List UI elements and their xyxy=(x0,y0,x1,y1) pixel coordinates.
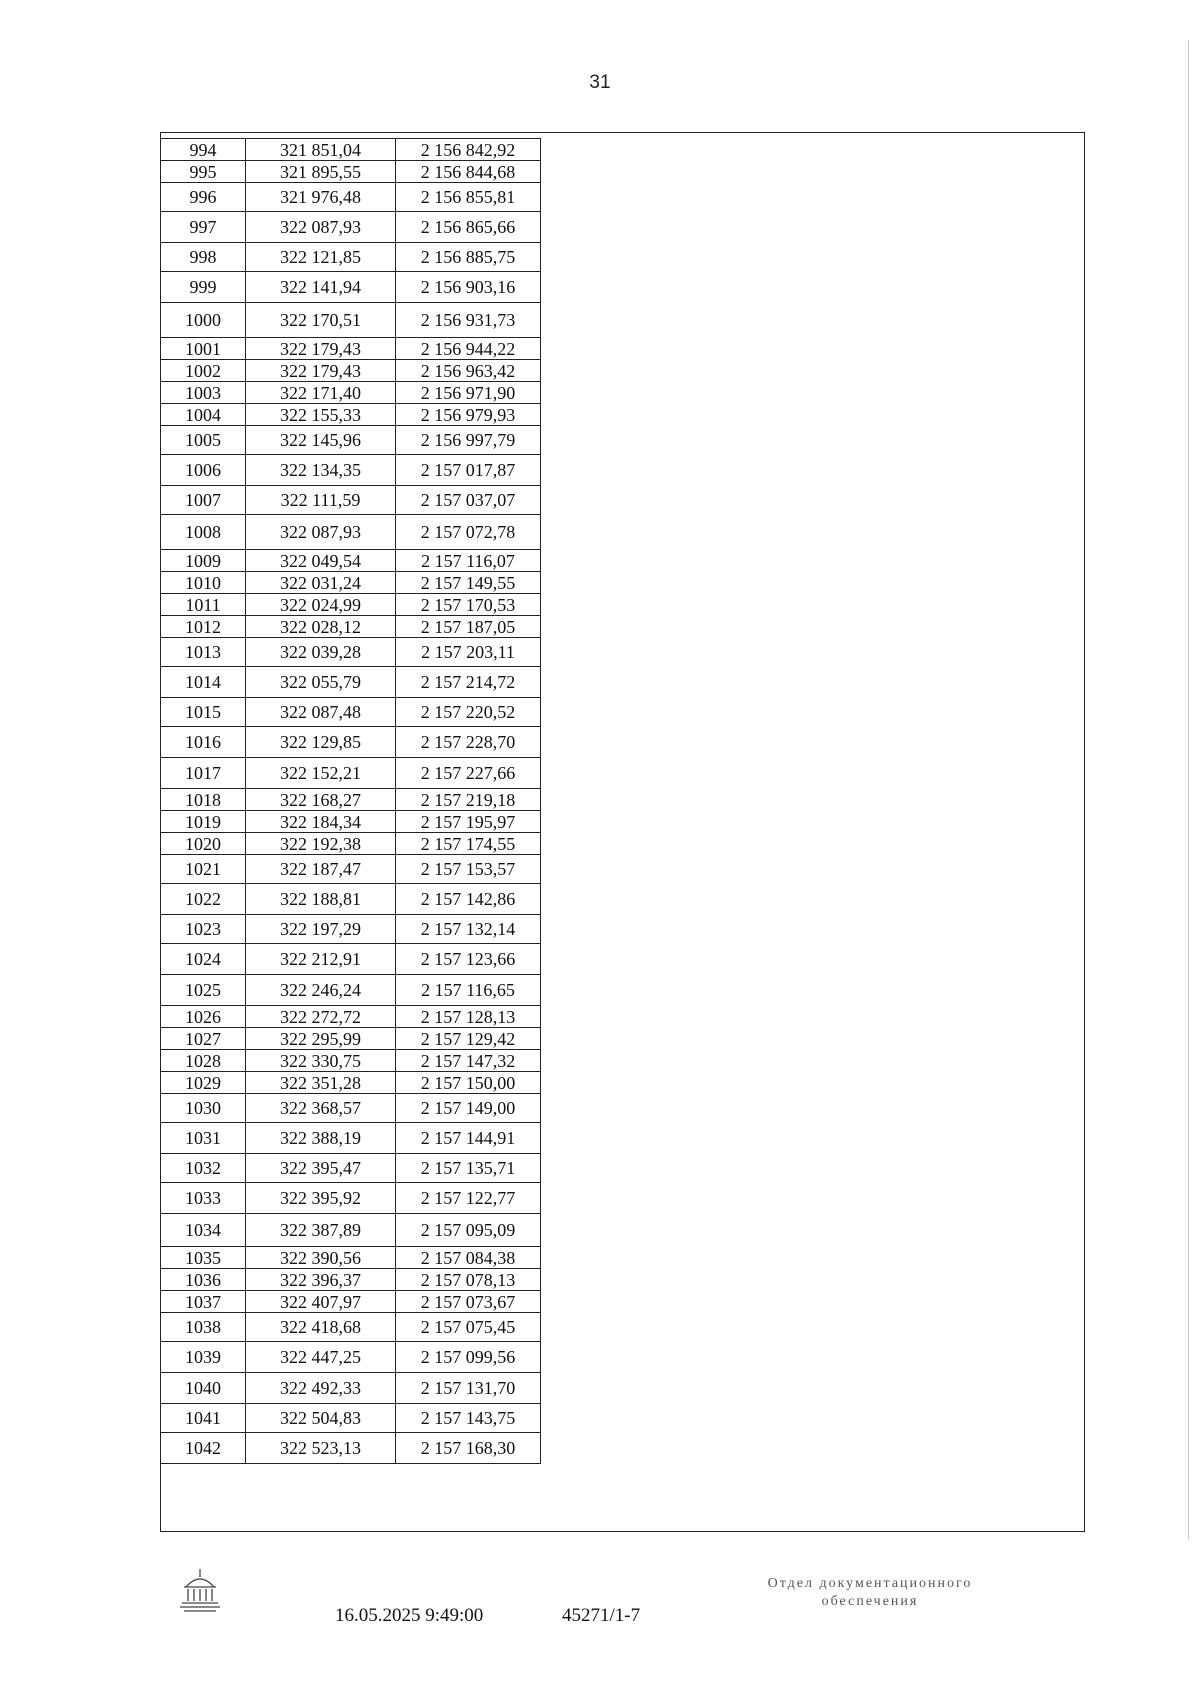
point-number-cell: 1025 xyxy=(161,975,246,1006)
point-number-cell: 1017 xyxy=(161,758,246,789)
y-coordinate-cell: 2 156 844,68 xyxy=(396,161,541,183)
table-row xyxy=(161,243,541,272)
point-number-cell: 1040 xyxy=(161,1373,246,1404)
point-number-cell: 1033 xyxy=(161,1183,246,1214)
x-coordinate-cell: 322 134,35 xyxy=(246,455,396,486)
y-coordinate-cell: 2 156 997,79 xyxy=(396,426,541,455)
x-coordinate-cell: 322 295,99 xyxy=(246,1028,396,1050)
y-coordinate-cell: 2 157 135,71 xyxy=(396,1154,541,1183)
point-number-cell: 997 xyxy=(161,212,246,243)
table-row xyxy=(161,1214,541,1247)
x-coordinate-cell: 322 055,79 xyxy=(246,667,396,698)
table-row xyxy=(161,455,541,486)
table-row xyxy=(161,616,541,638)
x-coordinate-cell: 322 087,93 xyxy=(246,515,396,550)
point-number-cell: 1012 xyxy=(161,616,246,638)
x-coordinate-cell: 322 272,72 xyxy=(246,1006,396,1028)
table-row xyxy=(161,1404,541,1433)
y-coordinate-cell: 2 156 865,66 xyxy=(396,212,541,243)
table-row xyxy=(161,161,541,183)
y-coordinate-cell: 2 157 142,86 xyxy=(396,884,541,915)
table-row xyxy=(161,855,541,884)
table-row xyxy=(161,1050,541,1072)
point-number-cell: 1022 xyxy=(161,884,246,915)
point-number-cell: 1007 xyxy=(161,486,246,515)
x-coordinate-cell: 322 447,25 xyxy=(246,1342,396,1373)
point-number-cell: 1024 xyxy=(161,944,246,975)
x-coordinate-cell: 322 395,47 xyxy=(246,1154,396,1183)
footer-datetime: 16.05.2025 9:49:00 xyxy=(335,1605,484,1626)
table-row xyxy=(161,1028,541,1050)
y-coordinate-cell: 2 157 131,70 xyxy=(396,1373,541,1404)
point-number-cell: 1006 xyxy=(161,455,246,486)
y-coordinate-cell: 2 157 150,00 xyxy=(396,1072,541,1094)
table-row xyxy=(161,1072,541,1094)
x-coordinate-cell: 322 111,59 xyxy=(246,486,396,515)
table-row xyxy=(161,915,541,944)
table-row xyxy=(161,1291,541,1313)
table-row xyxy=(161,1313,541,1342)
x-coordinate-cell: 322 152,21 xyxy=(246,758,396,789)
table-row xyxy=(161,550,541,572)
x-coordinate-cell: 322 028,12 xyxy=(246,616,396,638)
point-number-cell: 999 xyxy=(161,272,246,303)
point-number-cell: 1009 xyxy=(161,550,246,572)
y-coordinate-cell: 2 157 203,11 xyxy=(396,638,541,667)
y-coordinate-cell: 2 157 228,70 xyxy=(396,727,541,758)
point-number-cell: 1029 xyxy=(161,1072,246,1094)
x-coordinate-cell: 322 387,89 xyxy=(246,1214,396,1247)
table-row xyxy=(161,360,541,382)
department-stamp xyxy=(700,1575,1040,1611)
y-coordinate-cell: 2 157 149,55 xyxy=(396,572,541,594)
table-row xyxy=(161,303,541,338)
y-coordinate-cell: 2 157 147,32 xyxy=(396,1050,541,1072)
y-coordinate-cell: 2 156 931,73 xyxy=(396,303,541,338)
table-row xyxy=(161,139,541,161)
point-number-cell: 995 xyxy=(161,161,246,183)
table-row xyxy=(161,1183,541,1214)
y-coordinate-cell: 2 157 174,55 xyxy=(396,833,541,855)
point-number-cell: 1011 xyxy=(161,594,246,616)
point-number-cell: 994 xyxy=(161,139,246,161)
table-row xyxy=(161,594,541,616)
x-coordinate-cell: 322 155,33 xyxy=(246,404,396,426)
y-coordinate-cell: 2 157 153,57 xyxy=(396,855,541,884)
point-number-cell: 1005 xyxy=(161,426,246,455)
y-coordinate-cell: 2 157 168,30 xyxy=(396,1433,541,1464)
table-row xyxy=(161,884,541,915)
table-row xyxy=(161,698,541,727)
table-row xyxy=(161,338,541,360)
table-row xyxy=(161,382,541,404)
y-coordinate-cell: 2 157 132,14 xyxy=(396,915,541,944)
point-number-cell: 1020 xyxy=(161,833,246,855)
table-row xyxy=(161,667,541,698)
point-number-cell: 1036 xyxy=(161,1269,246,1291)
x-coordinate-cell: 322 170,51 xyxy=(246,303,396,338)
point-number-cell: 1038 xyxy=(161,1313,246,1342)
table-row xyxy=(161,1373,541,1404)
x-coordinate-cell: 322 179,43 xyxy=(246,360,396,382)
table-row xyxy=(161,1006,541,1028)
x-coordinate-cell: 322 395,92 xyxy=(246,1183,396,1214)
y-coordinate-cell: 2 157 219,18 xyxy=(396,789,541,811)
y-coordinate-cell: 2 157 227,66 xyxy=(396,758,541,789)
point-number-cell: 1030 xyxy=(161,1094,246,1123)
x-coordinate-cell: 322 188,81 xyxy=(246,884,396,915)
y-coordinate-cell: 2 157 149,00 xyxy=(396,1094,541,1123)
x-coordinate-cell: 322 407,97 xyxy=(246,1291,396,1313)
y-coordinate-cell: 2 157 099,56 xyxy=(396,1342,541,1373)
y-coordinate-cell: 2 157 122,77 xyxy=(396,1183,541,1214)
coordinates-table-body xyxy=(161,139,541,1464)
x-coordinate-cell: 322 351,28 xyxy=(246,1072,396,1094)
point-number-cell: 1026 xyxy=(161,1006,246,1028)
y-coordinate-cell: 2 156 903,16 xyxy=(396,272,541,303)
point-number-cell: 1041 xyxy=(161,1404,246,1433)
point-number-cell: 1039 xyxy=(161,1342,246,1373)
table-row xyxy=(161,944,541,975)
y-coordinate-cell: 2 157 084,38 xyxy=(396,1247,541,1269)
y-coordinate-cell: 2 157 187,05 xyxy=(396,616,541,638)
y-coordinate-cell: 2 156 944,22 xyxy=(396,338,541,360)
y-coordinate-cell: 2 157 116,65 xyxy=(396,975,541,1006)
x-coordinate-cell: 322 192,38 xyxy=(246,833,396,855)
table-row xyxy=(161,272,541,303)
point-number-cell: 1008 xyxy=(161,515,246,550)
y-coordinate-cell: 2 157 017,87 xyxy=(396,455,541,486)
x-coordinate-cell: 322 031,24 xyxy=(246,572,396,594)
y-coordinate-cell: 2 157 078,13 xyxy=(396,1269,541,1291)
y-coordinate-cell: 2 157 037,07 xyxy=(396,486,541,515)
y-coordinate-cell: 2 157 072,78 xyxy=(396,515,541,550)
x-coordinate-cell: 322 187,47 xyxy=(246,855,396,884)
point-number-cell: 1002 xyxy=(161,360,246,382)
x-coordinate-cell: 322 168,27 xyxy=(246,789,396,811)
y-coordinate-cell: 2 156 842,92 xyxy=(396,139,541,161)
table-row xyxy=(161,638,541,667)
x-coordinate-cell: 322 504,83 xyxy=(246,1404,396,1433)
y-coordinate-cell: 2 157 116,07 xyxy=(396,550,541,572)
x-coordinate-cell: 322 396,37 xyxy=(246,1269,396,1291)
y-coordinate-cell: 2 157 073,67 xyxy=(396,1291,541,1313)
point-number-cell: 996 xyxy=(161,183,246,212)
table-row xyxy=(161,811,541,833)
x-coordinate-cell: 321 976,48 xyxy=(246,183,396,212)
y-coordinate-cell: 2 157 214,72 xyxy=(396,667,541,698)
x-coordinate-cell: 322 388,19 xyxy=(246,1123,396,1154)
y-coordinate-cell: 2 157 220,52 xyxy=(396,698,541,727)
page-number: 31 xyxy=(589,72,611,93)
x-coordinate-cell: 322 129,85 xyxy=(246,727,396,758)
x-coordinate-cell: 322 121,85 xyxy=(246,243,396,272)
point-number-cell: 1027 xyxy=(161,1028,246,1050)
y-coordinate-cell: 2 157 144,91 xyxy=(396,1123,541,1154)
point-number-cell: 1028 xyxy=(161,1050,246,1072)
y-coordinate-cell: 2 157 095,09 xyxy=(396,1214,541,1247)
x-coordinate-cell: 322 330,75 xyxy=(246,1050,396,1072)
point-number-cell: 1001 xyxy=(161,338,246,360)
scan-edge-artifact xyxy=(1188,40,1189,1540)
point-number-cell: 1021 xyxy=(161,855,246,884)
point-number-cell: 1023 xyxy=(161,915,246,944)
x-coordinate-cell: 322 492,33 xyxy=(246,1373,396,1404)
table-row xyxy=(161,1269,541,1291)
point-number-cell: 1016 xyxy=(161,727,246,758)
y-coordinate-cell: 2 157 123,66 xyxy=(396,944,541,975)
point-number-cell: 1019 xyxy=(161,811,246,833)
x-coordinate-cell: 322 212,91 xyxy=(246,944,396,975)
x-coordinate-cell: 322 087,48 xyxy=(246,698,396,727)
stamp-line-2: обеспечения xyxy=(821,1594,919,1609)
building-emblem-icon xyxy=(178,1565,222,1613)
point-number-cell: 1004 xyxy=(161,404,246,426)
table-row xyxy=(161,1154,541,1183)
point-number-cell: 1034 xyxy=(161,1214,246,1247)
table-row xyxy=(161,1123,541,1154)
point-number-cell: 1035 xyxy=(161,1247,246,1269)
table-row xyxy=(161,758,541,789)
table-row xyxy=(161,1342,541,1373)
y-coordinate-cell: 2 156 855,81 xyxy=(396,183,541,212)
y-coordinate-cell: 2 157 143,75 xyxy=(396,1404,541,1433)
x-coordinate-cell: 322 246,24 xyxy=(246,975,396,1006)
x-coordinate-cell: 322 197,29 xyxy=(246,915,396,944)
table-row xyxy=(161,572,541,594)
table-row xyxy=(161,486,541,515)
table-row xyxy=(161,727,541,758)
point-number-cell: 1032 xyxy=(161,1154,246,1183)
point-number-cell: 1037 xyxy=(161,1291,246,1313)
table-row xyxy=(161,183,541,212)
y-coordinate-cell: 2 157 170,53 xyxy=(396,594,541,616)
x-coordinate-cell: 322 141,94 xyxy=(246,272,396,303)
coordinates-table xyxy=(160,138,541,1464)
footer-doc-code: 45271/1-7 xyxy=(562,1605,641,1626)
point-number-cell: 998 xyxy=(161,243,246,272)
y-coordinate-cell: 2 156 979,93 xyxy=(396,404,541,426)
table-row xyxy=(161,426,541,455)
x-coordinate-cell: 322 184,34 xyxy=(246,811,396,833)
point-number-cell: 1042 xyxy=(161,1433,246,1464)
point-number-cell: 1015 xyxy=(161,698,246,727)
y-coordinate-cell: 2 156 963,42 xyxy=(396,360,541,382)
x-coordinate-cell: 321 895,55 xyxy=(246,161,396,183)
x-coordinate-cell: 322 171,40 xyxy=(246,382,396,404)
table-row xyxy=(161,1247,541,1269)
point-number-cell: 1003 xyxy=(161,382,246,404)
x-coordinate-cell: 322 390,56 xyxy=(246,1247,396,1269)
y-coordinate-cell: 2 156 971,90 xyxy=(396,382,541,404)
table-row xyxy=(161,833,541,855)
y-coordinate-cell: 2 157 129,42 xyxy=(396,1028,541,1050)
table-row xyxy=(161,789,541,811)
point-number-cell: 1031 xyxy=(161,1123,246,1154)
table-row xyxy=(161,975,541,1006)
x-coordinate-cell: 322 049,54 xyxy=(246,550,396,572)
x-coordinate-cell: 322 418,68 xyxy=(246,1313,396,1342)
table-row xyxy=(161,1094,541,1123)
x-coordinate-cell: 322 145,96 xyxy=(246,426,396,455)
y-coordinate-cell: 2 157 075,45 xyxy=(396,1313,541,1342)
point-number-cell: 1013 xyxy=(161,638,246,667)
x-coordinate-cell: 322 039,28 xyxy=(246,638,396,667)
x-coordinate-cell: 321 851,04 xyxy=(246,139,396,161)
x-coordinate-cell: 322 087,93 xyxy=(246,212,396,243)
y-coordinate-cell: 2 157 128,13 xyxy=(396,1006,541,1028)
x-coordinate-cell: 322 368,57 xyxy=(246,1094,396,1123)
stamp-line-1: Отдел документационного xyxy=(767,1576,973,1591)
table-row xyxy=(161,515,541,550)
x-coordinate-cell: 322 024,99 xyxy=(246,594,396,616)
point-number-cell: 1018 xyxy=(161,789,246,811)
point-number-cell: 1014 xyxy=(161,667,246,698)
x-coordinate-cell: 322 523,13 xyxy=(246,1433,396,1464)
table-row xyxy=(161,212,541,243)
point-number-cell: 1000 xyxy=(161,303,246,338)
point-number-cell: 1010 xyxy=(161,572,246,594)
y-coordinate-cell: 2 156 885,75 xyxy=(396,243,541,272)
x-coordinate-cell: 322 179,43 xyxy=(246,338,396,360)
table-row xyxy=(161,1433,541,1464)
y-coordinate-cell: 2 157 195,97 xyxy=(396,811,541,833)
table-row xyxy=(161,404,541,426)
